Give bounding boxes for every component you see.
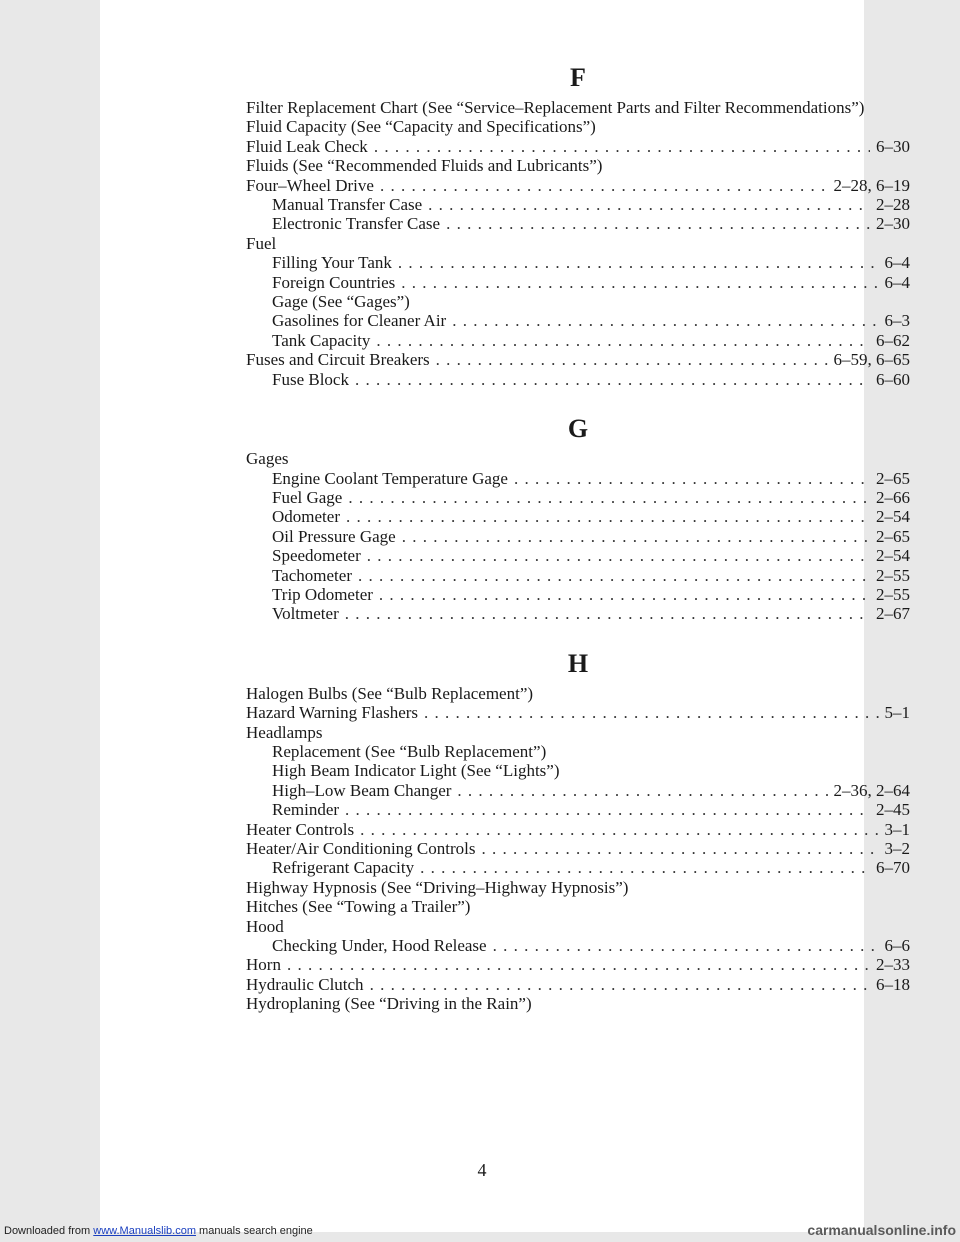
entry-term: Foreign Countries <box>272 272 396 292</box>
dot-leader <box>374 137 870 156</box>
page-reference: 2–66 <box>876 487 910 507</box>
dot-leader <box>345 800 870 819</box>
index-subentry <box>246 370 910 389</box>
entry-term: Fluids (See “Recommended Fluids and Lubricants”) <box>246 156 603 176</box>
entry-term: Hazard Warning Flashers <box>246 703 419 723</box>
index-entry <box>246 684 910 703</box>
index-subentry <box>246 214 910 233</box>
entry-term: Gage (See “Gages”) <box>272 292 410 312</box>
entry-term: Manual Transfer Case <box>272 195 423 215</box>
index-subentry <box>246 469 910 488</box>
entry-term: Four–Wheel Drive <box>246 175 374 195</box>
page-reference: 3–1 <box>884 819 910 839</box>
dot-leader <box>457 781 827 800</box>
page-reference: 6–3 <box>884 311 910 331</box>
page-reference: 2–36, 2–64 <box>833 780 910 800</box>
entry-term: Fuse Block <box>272 369 349 389</box>
page-reference: 6–59, 6–65 <box>833 350 910 370</box>
index-subentry <box>246 936 910 955</box>
entry-term: Replacement (See “Bulb Replacement”) <box>272 741 547 761</box>
dot-leader <box>401 273 878 292</box>
download-footer <box>4 1225 313 1237</box>
dot-leader <box>360 820 878 839</box>
index-section-g <box>246 409 910 624</box>
page-reference: 2–54 <box>876 546 910 566</box>
entry-term: Hydraulic Clutch <box>246 974 364 994</box>
section-letter-heading: H <box>567 648 589 678</box>
dot-leader <box>398 253 879 272</box>
dot-leader <box>358 566 870 585</box>
page-reference: 2–45 <box>876 800 910 820</box>
index-entry <box>246 176 910 195</box>
entry-term: Tank Capacity <box>272 330 371 350</box>
dot-leader <box>446 214 870 233</box>
page-reference: 2–28, 6–19 <box>833 175 910 195</box>
entry-term: Trip Odometer <box>272 584 373 604</box>
entry-term: Hitches (See “Towing a Trailer”) <box>246 897 471 917</box>
entry-term: Headlamps <box>246 722 323 742</box>
index-subentry <box>246 488 910 507</box>
entry-term: Refrigerant Capacity <box>272 858 415 878</box>
dot-leader <box>367 546 870 565</box>
manualslib-link[interactable]: www.Manualslib.com <box>93 1225 196 1237</box>
index-subentry <box>246 742 910 761</box>
index-subentry <box>246 546 910 565</box>
index-subentry <box>246 273 910 292</box>
entry-term: Fuel Gage <box>272 487 343 507</box>
entry-term: Heater/Air Conditioning Controls <box>246 839 476 858</box>
entry-term: Filter Replacement Chart (See “Service–Replacement Parts and Filter Recommendations”) <box>246 98 865 117</box>
footer-prefix: Downloaded from <box>4 1225 94 1237</box>
index-subentry <box>246 604 910 623</box>
entry-term: Halogen Bulbs (See “Bulb Replacement”) <box>246 683 534 703</box>
index-entry <box>246 98 910 117</box>
index-entry <box>246 723 910 742</box>
dot-leader <box>436 350 828 369</box>
index-entry <box>246 156 910 175</box>
watermark-text: carmanualsonline.info <box>807 1222 956 1238</box>
page-reference: 2–67 <box>876 604 910 624</box>
index-subentry <box>246 800 910 819</box>
index-entry <box>246 994 910 1013</box>
page-reference: 5–1 <box>884 703 910 723</box>
index-section-f <box>246 58 910 389</box>
page-number: 4 <box>477 1160 487 1180</box>
index-subentry <box>246 253 910 272</box>
dot-leader <box>380 176 828 195</box>
page-reference: 2–54 <box>876 507 910 527</box>
document-page <box>100 0 910 1232</box>
entry-term: Checking Under, Hood Release <box>272 936 487 956</box>
entry-term: High–Low Beam Changer <box>272 780 452 800</box>
page-reference: 6–30 <box>876 136 910 156</box>
index-entry <box>246 117 910 136</box>
page-reference: 2–55 <box>876 565 910 585</box>
dot-leader <box>481 839 878 858</box>
page-reference: 2–33 <box>876 955 910 975</box>
page-reference: 2–65 <box>876 526 910 546</box>
entry-term: Filling Your Tank <box>272 253 392 273</box>
index-subentry <box>246 195 910 214</box>
entry-term: Odometer <box>272 507 340 527</box>
index-subentry <box>246 566 910 585</box>
entry-term: Fuel <box>246 233 277 253</box>
page-reference: 6–6 <box>884 936 910 956</box>
page-reference: 3–2 <box>884 839 910 858</box>
entry-term: High Beam Indicator Light (See “Lights”) <box>272 761 560 781</box>
index-entry <box>246 137 910 156</box>
page-reference: 6–70 <box>876 858 910 878</box>
index-subentry <box>246 507 910 526</box>
index-subentry <box>246 781 910 800</box>
entry-term: Fuses and Circuit Breakers <box>246 350 430 370</box>
index-subentry <box>246 761 910 780</box>
section-letter-heading: G <box>567 414 589 444</box>
entry-term: Tachometer <box>272 565 352 585</box>
index-entry <box>246 897 910 916</box>
page-reference: 6–60 <box>876 369 910 389</box>
index-section-h <box>246 644 910 1014</box>
index-subentry <box>246 292 910 311</box>
index-entry <box>246 449 910 468</box>
index-subentry <box>246 585 910 604</box>
index-entry <box>246 878 910 897</box>
dot-leader <box>493 936 879 955</box>
index-entry <box>246 703 910 722</box>
index-subentry <box>246 311 910 330</box>
dot-leader <box>402 527 870 546</box>
entry-term: Hydroplaning (See “Driving in the Rain”) <box>246 994 532 1014</box>
entry-term: Hood <box>246 916 284 936</box>
dot-leader <box>376 331 870 350</box>
entry-term: Fluid Leak Check <box>246 136 368 156</box>
entry-term: Heater Controls <box>246 819 355 839</box>
section-letter-heading: F <box>570 63 586 92</box>
dot-leader <box>355 370 870 389</box>
entry-term: Voltmeter <box>272 604 339 624</box>
page-reference: 6–4 <box>884 253 910 273</box>
index-entry <box>246 820 910 839</box>
index-entry <box>246 839 910 858</box>
dot-leader <box>424 703 878 722</box>
index-entry <box>246 350 910 369</box>
page-reference: 2–28 <box>876 195 910 215</box>
index-entry <box>246 975 910 994</box>
dot-leader <box>420 858 870 877</box>
dot-leader <box>379 585 870 604</box>
entry-term: Oil Pressure Gage <box>272 526 396 546</box>
index-subentry <box>246 858 910 877</box>
page-reference: 2–30 <box>876 214 910 234</box>
dot-leader <box>452 311 878 330</box>
page-reference: 2–65 <box>876 468 910 488</box>
page-reference: 6–4 <box>884 272 910 292</box>
dot-leader <box>346 507 870 526</box>
entry-term: Speedometer <box>272 546 361 566</box>
footer-suffix: manuals search engine <box>195 1225 313 1237</box>
dot-leader <box>370 975 870 994</box>
index-subentry <box>246 527 910 546</box>
dot-leader <box>428 195 870 214</box>
index-entry <box>246 955 910 974</box>
page-reference: 6–62 <box>876 330 910 350</box>
index-subentry <box>246 331 910 350</box>
entry-term: Highway Hypnosis (See “Driving–Highway Hypnosis”) <box>246 877 629 897</box>
entry-term: Gages <box>246 449 289 469</box>
entry-term: Reminder <box>272 800 340 820</box>
dot-leader <box>348 488 870 507</box>
index-entry <box>246 234 910 253</box>
dot-leader <box>287 955 870 974</box>
entry-term: Horn <box>246 955 281 975</box>
index-entry <box>246 917 910 936</box>
entry-term: Gasolines for Cleaner Air <box>272 311 447 331</box>
dot-leader <box>345 604 870 623</box>
dot-leader <box>514 469 870 488</box>
entry-term: Engine Coolant Temperature Gage <box>272 468 508 488</box>
entry-term: Electronic Transfer Case <box>272 214 441 234</box>
entry-term: Fluid Capacity (See “Capacity and Specifications”) <box>246 117 596 137</box>
page-reference: 2–55 <box>876 584 910 604</box>
page-reference: 6–18 <box>876 974 910 994</box>
index-content <box>246 58 910 1034</box>
